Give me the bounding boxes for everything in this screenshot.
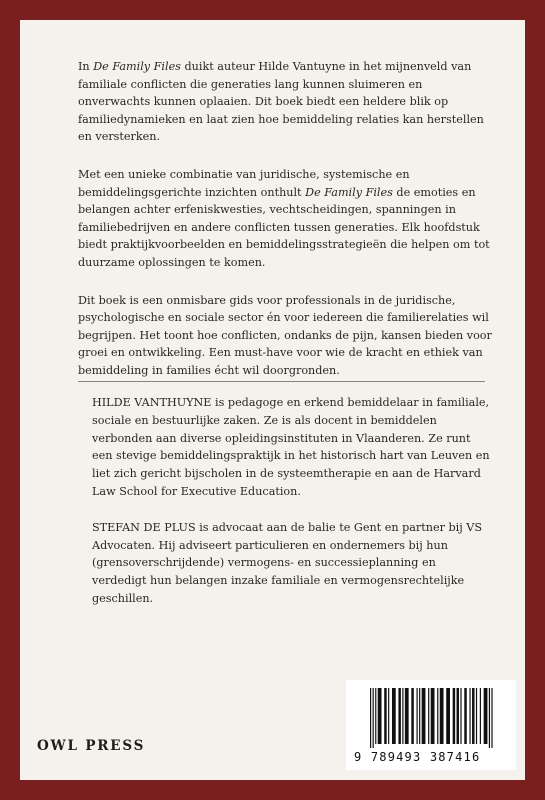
barcode-bar (457, 688, 459, 744)
barcode-bar (440, 688, 444, 744)
barcode-bar (375, 688, 376, 744)
barcode-bar (453, 688, 455, 744)
blurb-paragraph-3: Dit boek is een onmisbare gids voor professionals in de juridische, psychologische en sociale sector én voor iedereen die familierelaties wil begrijpen. Het toont hoe conflicten, ondanks de pijn, kansen bieden voor groei en ontwikkeling. Een must-have voor wie de kracht en ethiek van bemiddeling in families écht wil doorgronden. (78, 293, 492, 377)
barcode-bar (464, 688, 466, 744)
blurb-paragraph-1: In De Family Files duikt auteur Hilde Vantuyne in het mijnenveld van familiale conflicten die generaties lang kunnen sluimeren en onverwachts kunnen oplaaien. Dit boek biedt een heldere blik op familiedynamieken en laat zien hoe bemiddeling relaties kan herstellen en versterken. (78, 60, 484, 144)
blurb-paragraph-2: Met een unieke combinatie van juridische, systemische en bemiddelingsgerichte inzichten onthult De Family Files de emoties en belangen achter erfeniskwesties, vechtscheidingen, spanningen in familiebedrijven en andere conflicten tussen generaties. Elk hoofdstuk biedt praktijkvoorbeelden en bemiddelingsstrategieën die helpen om tot duurzame oplossingen te komen. (78, 167, 490, 269)
barcode-bar (484, 688, 488, 744)
bio-hilde-vanthuyne: HILDE VANTHUYNE is pedagoge en erkend bemiddelaar in familiale, sociale en bestuurlijke zaken. Ze is als docent in bemiddelen verbonden aan diverse opleidingsinstituten in Vlaanderen. Ze runt een stevige bemiddelingspraktijk in het historisch hart van Leuven en liet zich gericht bijscholen in de systeemtherapie en aan de Harvard Law School for Executive Education. (92, 396, 490, 498)
barcode-bar (405, 688, 409, 744)
barcode-bar (402, 688, 403, 744)
barcode-bar (422, 688, 426, 744)
barcode-bar (392, 688, 396, 744)
book-blurb (78, 58, 498, 400)
bio-stefan-de-plus: STEFAN DE PLUS is advocaat aan de balie te Gent en partner bij VS Advocaten. Hij adviseert particulieren en ondernemers bij hun (grensoverschrijdende) vermogens- en successieplanning en verdedigt hun belangen inzake familiale en vermogensrechtelijke geschillen. (92, 520, 482, 605)
book-title: De Family Files (305, 185, 393, 199)
barcode-bar (388, 688, 389, 744)
barcode-bar (417, 688, 418, 744)
isbn-barcode (346, 680, 516, 770)
book-title: De Family Files (93, 60, 181, 73)
barcode-bars (370, 688, 494, 748)
isbn-number: 9 789493 387416 (354, 750, 481, 764)
barcode-bar (378, 688, 382, 744)
barcode-bar (446, 688, 450, 744)
author-bios (92, 394, 490, 626)
barcode-bar (489, 688, 490, 748)
barcode-bar (398, 688, 400, 744)
barcode-bar (384, 688, 386, 744)
barcode-bar (411, 688, 413, 744)
barcode-bar (370, 688, 371, 748)
barcode-bar (472, 688, 474, 744)
barcode-bar (373, 688, 374, 748)
barcode-bar (437, 688, 438, 744)
back-cover (20, 20, 525, 780)
barcode-bar (480, 688, 481, 744)
divider (78, 381, 485, 382)
publisher-logo: OWL PRESS (37, 738, 146, 754)
barcode-bar (469, 688, 470, 744)
barcode-bar (431, 688, 435, 744)
barcode-bar (491, 688, 492, 748)
barcode-bar (460, 688, 461, 744)
barcode-bar (476, 688, 477, 744)
barcode-bar (428, 688, 429, 744)
barcode-bar (419, 688, 420, 744)
